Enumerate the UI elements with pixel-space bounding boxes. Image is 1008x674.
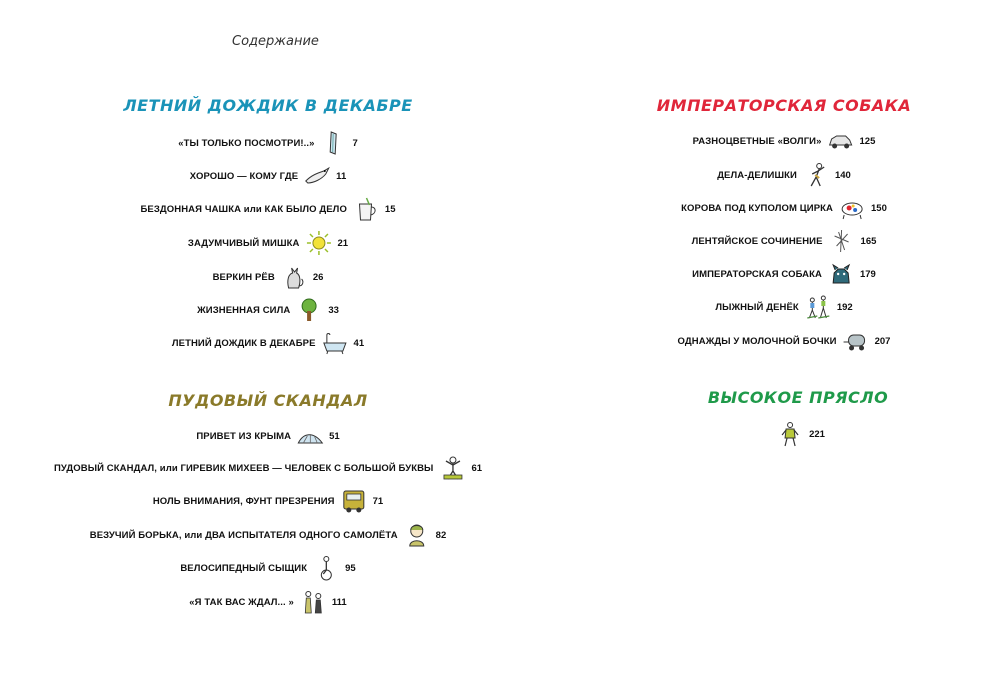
entry-title: БЕЗДОННАЯ ЧАШКА или КАК БЫЛО ДЕЛО <box>140 203 347 215</box>
entry-page: 61 <box>471 462 483 474</box>
entry-title: ВЕЗУЧИЙ БОРЬКА, или ДВА ИСПЫТАТЕЛЯ ОДНОГО САМОЛЁТА <box>89 529 398 541</box>
entry-title: ВЕЛОСИПЕДНЫЙ СЫЩИК <box>180 562 308 574</box>
entry-title: ПУДОВЫЙ СКАНДАЛ, или ГИРЕВИК МИХЕЕВ — ЧЕЛОВЕК С БОЛЬШОЙ БУКВЫ <box>53 462 434 474</box>
entry-title: КОРОВА ПОД КУПОЛОМ ЦИРКА <box>681 202 834 214</box>
sun-icon <box>305 230 331 256</box>
toc-entry[interactable] <box>153 488 383 514</box>
toc-entry[interactable] <box>693 128 876 154</box>
entry-page: 33 <box>328 304 339 316</box>
scribble-icon <box>829 228 855 254</box>
entry-page: 221 <box>809 428 825 440</box>
entry-page: 125 <box>859 135 876 147</box>
toc-entry[interactable] <box>213 264 324 290</box>
entry-page: 7 <box>352 137 358 149</box>
toc-entry[interactable] <box>54 455 482 481</box>
toc-entry[interactable] <box>172 330 364 356</box>
entry-title: ЛЕТНИЙ ДОЖДИК В ДЕКАБРЕ <box>171 337 316 349</box>
toc-entry[interactable] <box>196 423 339 449</box>
entry-page: 41 <box>353 337 365 349</box>
entry-title: «Я ТАК ВАС ЖДАЛ... » <box>189 596 294 608</box>
entry-page: 15 <box>384 203 396 215</box>
pilot-icon <box>404 522 430 548</box>
entry-title: РАЗНОЦВЕТНЫЕ «ВОЛГИ» <box>692 135 822 147</box>
toc-entry[interactable] <box>190 163 346 189</box>
toc-entry[interactable] <box>771 421 825 447</box>
contents-title: Содержание <box>232 34 319 49</box>
cat-icon <box>281 264 307 290</box>
entry-title: НОЛЬ ВНИМАНИЯ, ФУНТ ПРЕЗРЕНИЯ <box>152 495 335 507</box>
entry-page: 71 <box>372 495 384 507</box>
entry-title: ИМПЕРАТОРСКАЯ СОБАКА <box>692 268 822 280</box>
toc-entry[interactable] <box>681 195 887 221</box>
tree-icon <box>296 297 322 323</box>
skiers-icon <box>805 294 831 320</box>
toc-entry[interactable] <box>188 230 348 256</box>
toc-entry[interactable] <box>140 196 395 222</box>
shell-icon <box>297 423 323 449</box>
entry-title: ЖИЗНЕННАЯ СИЛА <box>197 304 291 316</box>
entry-page: 51 <box>329 430 340 442</box>
toc-entry[interactable] <box>717 162 851 188</box>
entry-page: 95 <box>345 562 356 574</box>
crystal-icon <box>321 130 347 156</box>
entry-title: ЛЕНТЯЙСКОЕ СОЧИНЕНИЕ <box>691 235 823 247</box>
entry-title: ПРИВЕТ ИЗ КРЫМА <box>196 430 292 442</box>
barrel-icon <box>843 328 869 354</box>
toc-entry[interactable] <box>90 522 446 548</box>
entry-page: 140 <box>834 169 851 181</box>
bus-icon <box>341 488 367 514</box>
section-heading-summer-rain: ЛЕТНИЙ ДОЖДИК В ДЕКАБРЕ <box>123 96 413 115</box>
entry-page: 165 <box>860 235 877 247</box>
toc-entry[interactable] <box>692 228 877 254</box>
toc-entry[interactable] <box>180 555 355 581</box>
entry-page: 179 <box>859 268 876 280</box>
toc-entry[interactable] <box>197 297 339 323</box>
cyclist-icon <box>313 555 339 581</box>
bathtub-icon <box>322 330 348 356</box>
entry-title: ВЕРКИН РЁВ <box>212 271 275 283</box>
couple-icon <box>300 589 326 615</box>
section-heading-pood-scandal: ПУДОВЫЙ СКАНДАЛ <box>168 391 368 410</box>
section-heading-imperial-dog: ИМПЕРАТОРСКАЯ СОБАКА <box>656 96 912 115</box>
entry-page: 11 <box>336 170 347 182</box>
entry-title: ХОРОШО — КОМУ ГДЕ <box>189 170 299 182</box>
entry-page: 26 <box>312 271 324 283</box>
figure-icon <box>777 421 803 447</box>
entry-page: 207 <box>874 335 891 347</box>
entry-page: 21 <box>337 237 349 249</box>
entry-title: ЗАДУМЧИВЫЙ МИШКА <box>187 237 300 249</box>
toc-entry[interactable] <box>189 589 346 615</box>
entry-title: ЛЫЖНЫЙ ДЕНЁК <box>715 301 799 313</box>
toc-entry[interactable] <box>678 328 891 354</box>
section-heading-high-fence: ВЫСОКОЕ ПРЯСЛО <box>707 388 889 407</box>
entry-title: «ТЫ ТОЛЬКО ПОСМОТРИ!..» <box>178 137 315 149</box>
toc-entry[interactable] <box>178 130 358 156</box>
entry-page: 111 <box>331 596 347 608</box>
toc-entry[interactable] <box>715 294 852 320</box>
jug-icon <box>353 196 379 222</box>
entry-page: 192 <box>836 301 853 313</box>
dog-icon <box>828 261 854 287</box>
entry-title: ОДНАЖДЫ У МОЛОЧНОЙ БОЧКИ <box>677 335 837 347</box>
toc-entry[interactable] <box>692 261 876 287</box>
entry-page: 82 <box>435 529 447 541</box>
entry-page: 150 <box>871 202 887 214</box>
car-icon <box>828 128 854 154</box>
cow-icon <box>839 195 865 221</box>
entry-title: ДЕЛА-ДЕЛИШКИ <box>717 169 797 181</box>
dove-icon <box>304 163 330 189</box>
dancer-icon <box>803 162 829 188</box>
weightlifter-icon <box>439 455 465 481</box>
